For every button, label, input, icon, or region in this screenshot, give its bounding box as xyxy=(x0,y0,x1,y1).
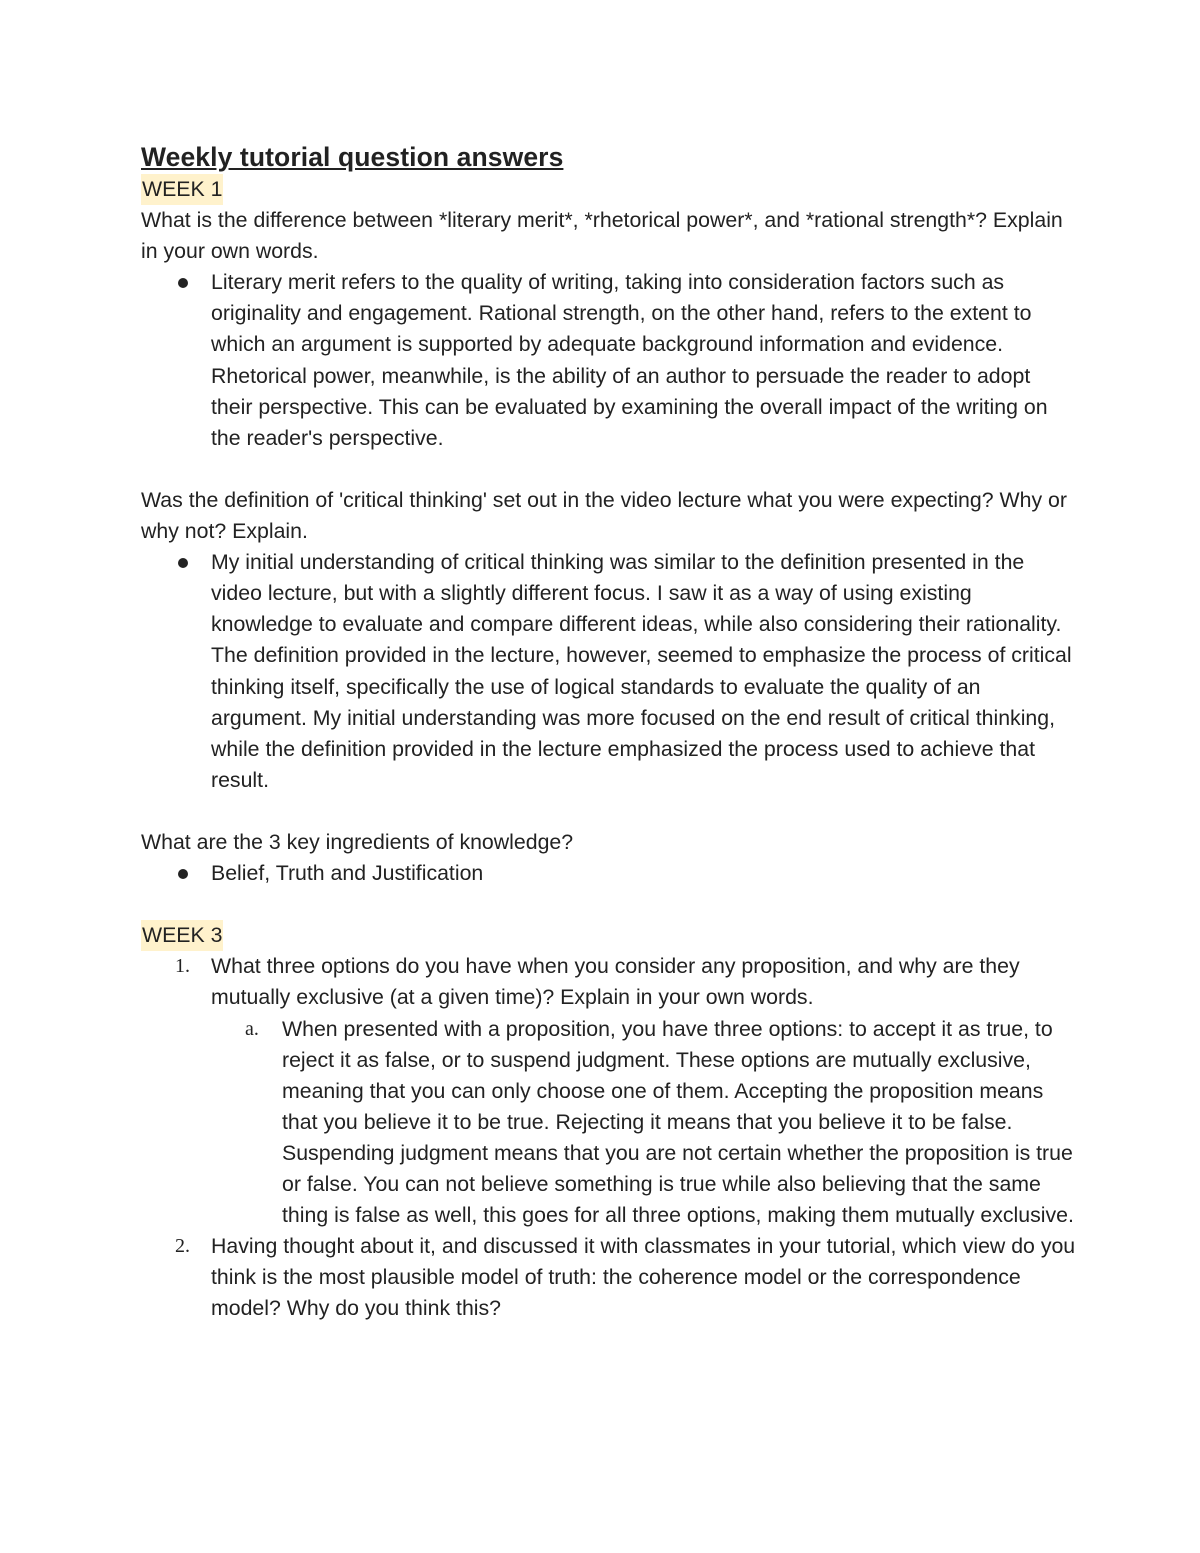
week-1-section xyxy=(141,174,1076,889)
week-3-question-2: Having thought about it, and discussed it with classmates in your tutorial, which view do you think is the most plausible model of truth: the coherence model or the correspondence model? Why do you think this? xyxy=(211,1234,1076,1321)
list-letter: a. xyxy=(245,1017,259,1040)
list-item xyxy=(211,547,1076,796)
bullet-icon xyxy=(178,278,188,288)
bullet-icon xyxy=(178,558,188,568)
week-1-answer-1: Literary merit refers to the quality of writing, taking into consideration factors such as originality and engagement. Rational strength, on the other hand, refers to the extent to which an argument is supported by adequate background information and evidence. Rhetorical power, meanwhile, is the ability of an author to persuade the reader to adopt their perspective. This can be evaluated by examining the overall impact of the writing on the reader's perspective. xyxy=(211,270,1048,450)
week-1-question-2: Was the definition of 'critical thinking' set out in the video lecture what you were expecting? Why or why not? Explain. xyxy=(141,487,1067,544)
list-number: 1. xyxy=(175,955,190,978)
week-3-answer-1: When presented with a proposition, you have three options: to accept it as true, to reject it as false, or to suspend judgment. These options are mutually exclusive, meaning that you can only choose one of them. Accepting the proposition means that you believe it to be true. Rejecting it means that you believe it to be false. Suspending judgment means that you are not certain whether the proposition is true or false. You can not believe something is true while also believing that the same thing is false as well, this goes for all three options, making them mutually exclusive. xyxy=(282,1016,1074,1228)
week-3-question-1: What three options do you have when you consider any proposition, and why are they mutually exclusive (at a given time)? Explain in your own words. xyxy=(211,954,1020,1010)
list-number: 2. xyxy=(175,1235,190,1258)
week-1-answer-2-list xyxy=(141,547,1076,796)
week-1-answer-2: My initial understanding of critical thinking was similar to the definition presented in the video lecture, but with a slightly different focus. I saw it as a way of using existing knowledge to evaluate and compare different ideas, while also considering their rationality. The definition provided in the lecture, however, seemed to emphasize the process of critical thinking itself, specifically the use of logical standards to evaluate the quality of an argument. My initial understanding was more focused on the end result of critical thinking, while the definition provided in the lecture emphasized the process used to achieve that result. xyxy=(211,550,1072,792)
week-1-heading: WEEK 1 xyxy=(141,174,223,205)
week-3-heading: WEEK 3 xyxy=(141,920,223,951)
week-3-question-list xyxy=(141,951,1076,1324)
document-page xyxy=(141,140,1076,1324)
document-title: Weekly tutorial question answers xyxy=(141,142,564,172)
list-item xyxy=(245,1014,1076,1232)
week-1-question-3: What are the 3 key ingredients of knowledge? xyxy=(141,829,574,854)
week-1-answer-1-list xyxy=(141,267,1076,454)
week-3-answer-1-list xyxy=(211,1014,1076,1232)
list-item xyxy=(175,951,1076,1231)
list-item xyxy=(175,1231,1076,1324)
week-3-section xyxy=(141,920,1076,1324)
week-1-answer-3-list xyxy=(141,858,1076,889)
week-1-question-1: What is the difference between *literary merit*, *rhetorical power*, and *rational strength*? Explain in your own words. xyxy=(141,208,1063,264)
week-1-answer-3: Belief, Truth and Justification xyxy=(211,861,484,886)
bullet-icon xyxy=(178,869,188,879)
list-item xyxy=(211,858,1076,889)
list-item xyxy=(211,267,1076,454)
